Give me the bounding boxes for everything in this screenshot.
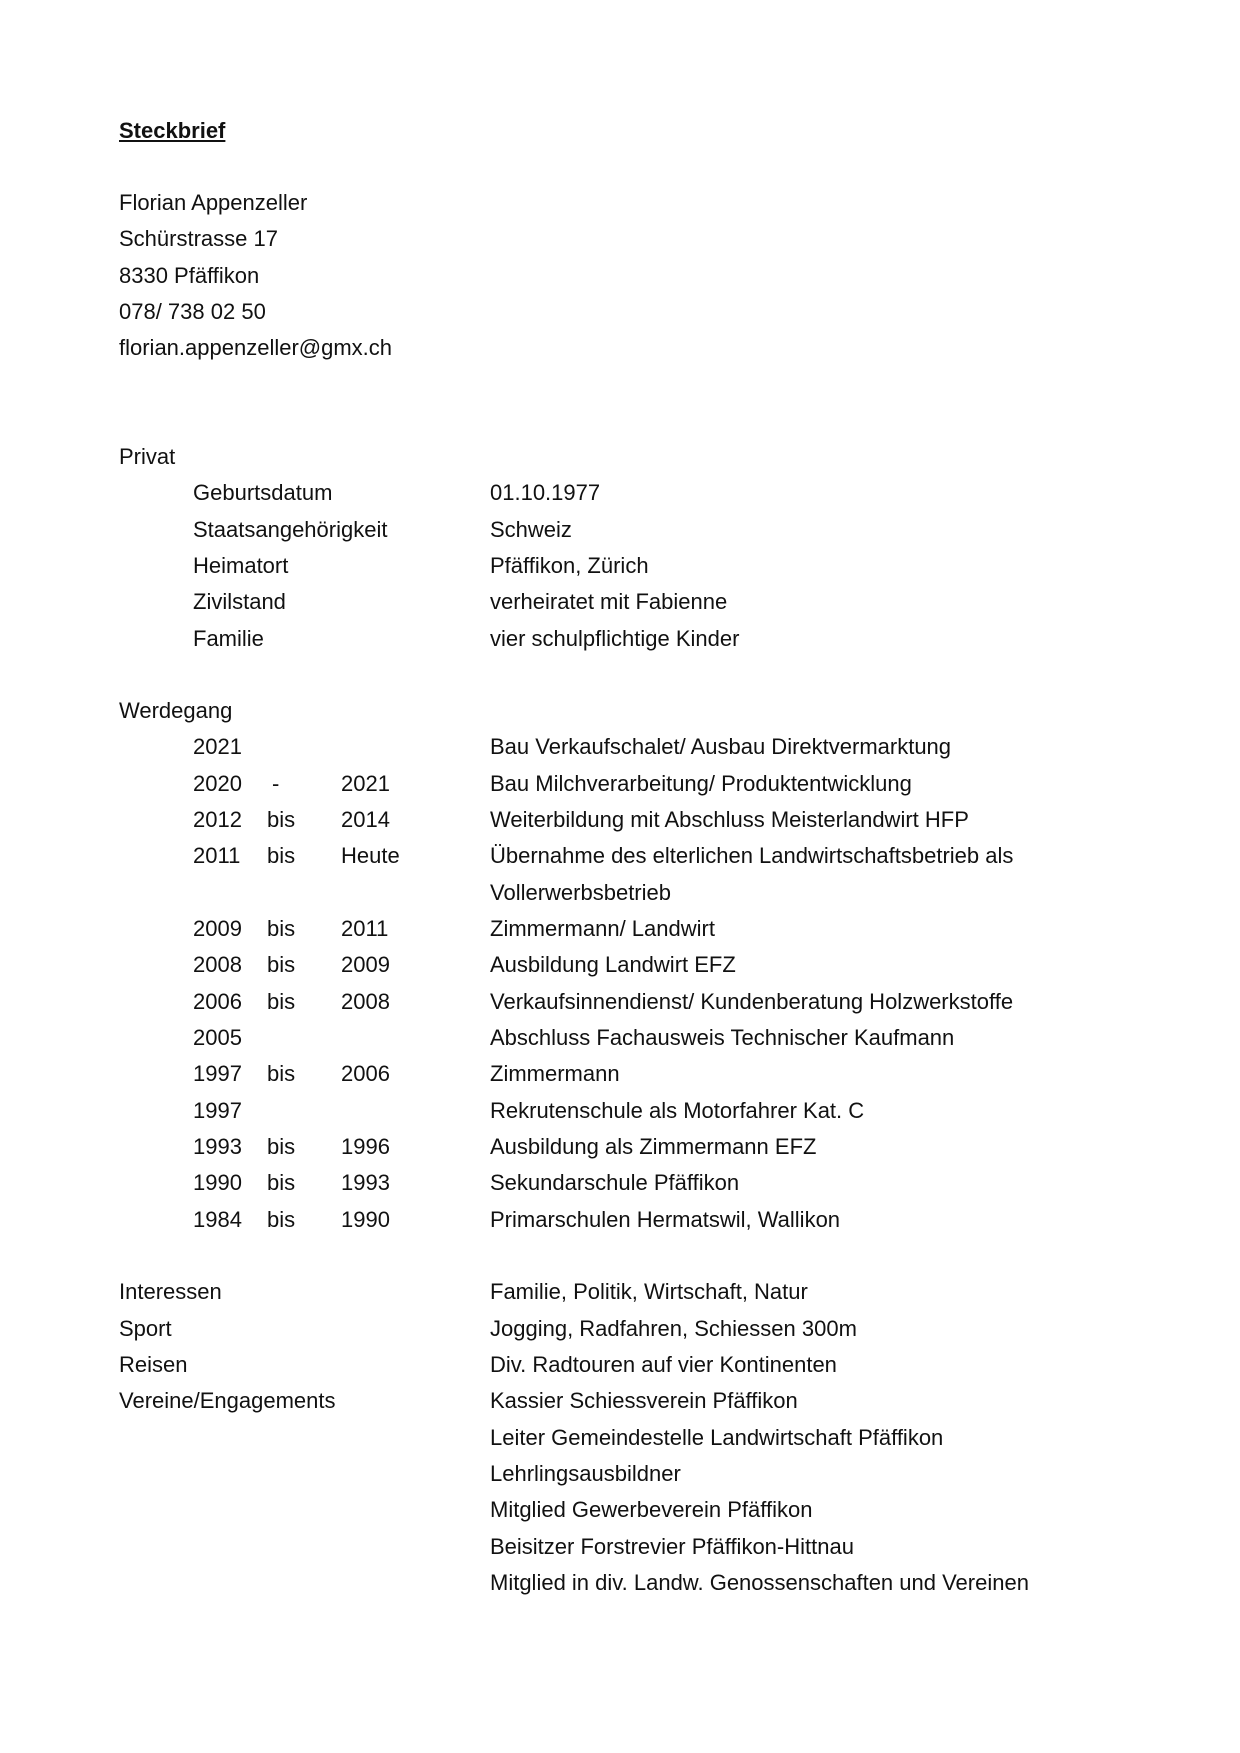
- contact-city: 8330 Pfäffikon: [119, 263, 260, 288]
- contact-name: Florian Appenzeller: [119, 190, 308, 215]
- vereine-item: Beisitzer Forstrevier Pfäffikon-Hittnau: [490, 1534, 854, 1559]
- werdegang-from: 2009: [193, 916, 242, 941]
- sport-label: Sport: [119, 1316, 172, 1341]
- werdegang-to: 1990: [341, 1207, 390, 1232]
- werdegang-from: 1997: [193, 1061, 242, 1086]
- werdegang-sep: bis: [267, 1170, 296, 1195]
- werdegang-sep: bis: [267, 1207, 296, 1232]
- werdegang-from: 2006: [193, 989, 242, 1014]
- werdegang-sep: -: [272, 771, 280, 796]
- werdegang-from: 2011: [193, 843, 241, 868]
- werdegang-sep: bis: [267, 989, 296, 1014]
- werdegang-text: Weiterbildung mit Abschluss Meisterlandwirt HFP: [490, 807, 969, 832]
- werdegang-to: 2021: [341, 771, 390, 796]
- werdegang-from: 2021: [193, 734, 242, 759]
- privat-label: Heimatort: [193, 553, 289, 578]
- werdegang-text: Zimmermann: [490, 1061, 620, 1086]
- werdegang-to: 2008: [341, 989, 390, 1014]
- werdegang-text: Bau Verkaufschalet/ Ausbau Direktvermarktung: [490, 734, 952, 759]
- sport-value: Jogging, Radfahren, Schiessen 300m: [490, 1316, 857, 1341]
- werdegang-from: 2012: [193, 807, 242, 832]
- werdegang-from: 2005: [193, 1025, 242, 1050]
- werdegang-text: Verkaufsinnendienst/ Kundenberatung Holzwerkstoffe: [490, 989, 1014, 1014]
- werdegang-from: 2020: [193, 771, 242, 796]
- werdegang-text: Rekrutenschule als Motorfahrer Kat. C: [490, 1098, 865, 1123]
- privat-value: Schweiz: [490, 517, 572, 542]
- vereine-item: Kassier Schiessverein Pfäffikon: [490, 1388, 798, 1413]
- werdegang-to: 2014: [341, 807, 390, 832]
- werdegang-from: 1984: [193, 1207, 242, 1232]
- werdegang-sep: bis: [267, 952, 296, 977]
- werdegang-sep: bis: [267, 916, 296, 941]
- werdegang-text: Ausbildung Landwirt EFZ: [490, 952, 736, 977]
- werdegang-sep: bis: [267, 843, 296, 868]
- werdegang-text: Primarschulen Hermatswil, Wallikon: [490, 1207, 841, 1232]
- section-heading-privat: Privat: [119, 444, 176, 469]
- contact-street: Schürstrasse 17: [119, 226, 278, 251]
- privat-label: Staatsangehörigkeit: [193, 517, 388, 542]
- section-heading-werdegang: Werdegang: [119, 698, 233, 723]
- werdegang-from: 1993: [193, 1134, 242, 1159]
- privat-value: verheiratet mit Fabienne: [490, 589, 728, 614]
- document-title: Steckbrief: [119, 118, 226, 143]
- werdegang-sep: bis: [267, 1061, 296, 1086]
- vereine-item: Mitglied in div. Landw. Genossenschaften und Vereinen: [490, 1570, 1029, 1595]
- privat-value: vier schulpflichtige Kinder: [490, 626, 740, 651]
- werdegang-sep: bis: [267, 807, 296, 832]
- reisen-label: Reisen: [119, 1352, 188, 1377]
- contact-email: florian.appenzeller@gmx.ch: [119, 335, 393, 360]
- werdegang-from: 1997: [193, 1098, 242, 1123]
- privat-value: Pfäffikon, Zürich: [490, 553, 649, 578]
- werdegang-text: Übernahme des elterlichen Landwirtschaftsbetrieb als: [490, 843, 1014, 868]
- werdegang-text: Abschluss Fachausweis Technischer Kaufmann: [490, 1025, 955, 1050]
- reisen-value: Div. Radtouren auf vier Kontinenten: [490, 1352, 837, 1377]
- vereine-label: Vereine/Engagements: [119, 1388, 336, 1413]
- interessen-label: Interessen: [119, 1279, 222, 1304]
- werdegang-to: 2009: [341, 952, 390, 977]
- werdegang-from: 1990: [193, 1170, 242, 1195]
- werdegang-to: 1996: [341, 1134, 390, 1159]
- vereine-item: Leiter Gemeindestelle Landwirtschaft Pfäffikon: [490, 1425, 944, 1450]
- werdegang-from: 2008: [193, 952, 242, 977]
- werdegang-to: 1993: [341, 1170, 390, 1195]
- privat-label: Zivilstand: [193, 589, 286, 614]
- interessen-value: Familie, Politik, Wirtschaft, Natur: [490, 1279, 808, 1304]
- werdegang-text: Sekundarschule Pfäffikon: [490, 1170, 740, 1195]
- contact-phone: 078/ 738 02 50: [119, 299, 266, 324]
- vereine-item: Mitglied Gewerbeverein Pfäffikon: [490, 1497, 813, 1522]
- werdegang-text: Zimmermann/ Landwirt: [490, 916, 715, 941]
- werdegang-to: Heute: [341, 843, 400, 868]
- privat-value: 01.10.1977: [490, 480, 601, 505]
- werdegang-to: 2006: [341, 1061, 390, 1086]
- werdegang-to: 2011: [341, 916, 389, 941]
- werdegang-sep: bis: [267, 1134, 296, 1159]
- vereine-item: Lehrlingsausbildner: [490, 1461, 681, 1486]
- werdegang-text-continued: Vollerwerbsbetrieb: [490, 880, 671, 905]
- privat-label: Geburtsdatum: [193, 480, 333, 505]
- werdegang-text: Bau Milchverarbeitung/ Produktentwicklung: [490, 771, 912, 796]
- privat-label: Familie: [193, 626, 264, 651]
- werdegang-text: Ausbildung als Zimmermann EFZ: [490, 1134, 817, 1159]
